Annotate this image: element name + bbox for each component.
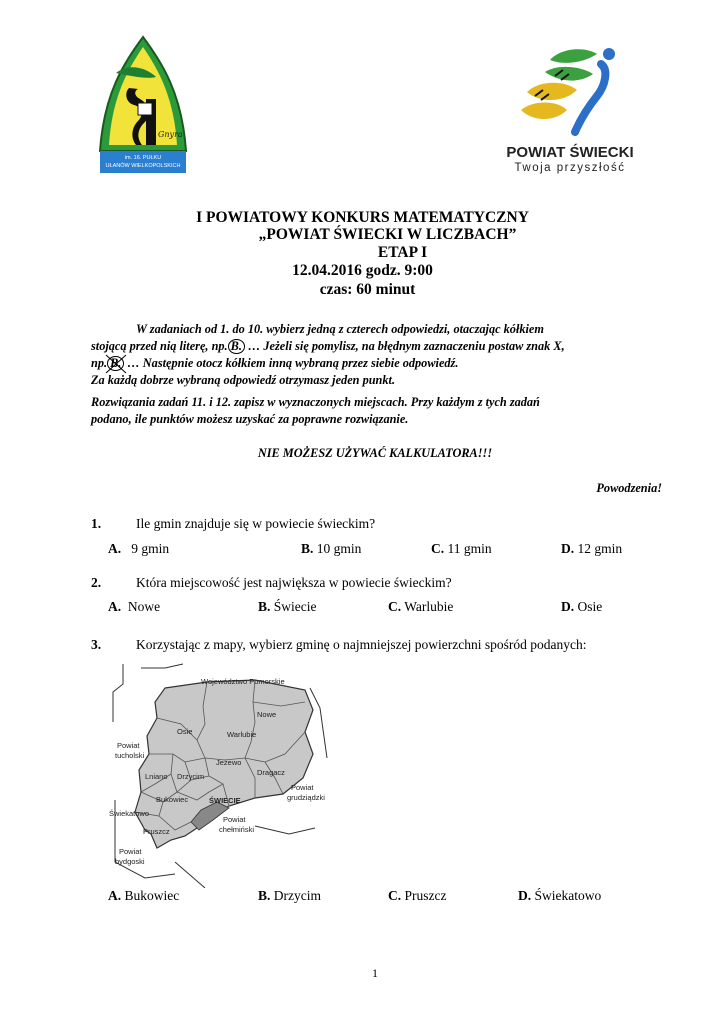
question-3-number: 3.: [91, 637, 102, 652]
map-label-nowe: Nowe: [257, 710, 277, 719]
question-1-number: 1.: [91, 516, 102, 531]
logo-right-name: POWIAT ŚWIECKI: [506, 144, 634, 161]
instruction-line-1: W zadaniach od 1. do 10. wybierz jedną z czterech odpowiedzi, otaczając kółkiem: [136, 322, 544, 336]
page-number: 1: [372, 966, 378, 980]
map-label-jezewo: Jeżewo: [216, 758, 242, 767]
question-1-text: Ile gmin znajduje się w powiecie świeckim?: [136, 516, 376, 531]
question-3-option-c[interactable]: C. Pruszcz: [388, 888, 447, 903]
question-2-text: Która miejscowość jest największa w powiecie świeckim?: [136, 575, 452, 590]
instruction-line-6: podano, ile punktów możesz uzyskać za poprawne rozwiązanie.: [91, 412, 409, 426]
map-label-pomorskie: Województwo Pomorskie: [201, 677, 285, 686]
map-label-warlubie: Warlubie: [227, 730, 257, 739]
example-crossed-letter: [107, 356, 124, 371]
question-1-option-d[interactable]: D. 12 gmin: [561, 541, 623, 556]
header-line-1: I POWIATOWY KONKURS MATEMATYCZNY: [196, 209, 529, 226]
header-line-2: „POWIAT ŚWIECKI W LICZBACH”: [258, 226, 517, 243]
instruction-line-4: Za każdą dobrze wybraną odpowiedź otrzymasz jeden punkt.: [91, 373, 396, 387]
instruction-line-2c: … Jeżeli się pomylisz, na błędnym zaznaczeniu postaw znak X,: [244, 339, 565, 353]
map-label-drzycim: Drzycim: [177, 772, 205, 781]
instruction-line-2: [91, 338, 565, 355]
header-line-4: 12.04.2016 godz. 9:00: [292, 262, 433, 279]
map-label-tucholski-2: tucholski: [115, 751, 145, 760]
header-line-5: czas: 60 minut: [319, 281, 416, 298]
question-2-option-b[interactable]: B. Świecie: [258, 599, 317, 614]
question-3-option-d[interactable]: D. Świekatowo: [518, 888, 602, 903]
question-1-option-b[interactable]: B. 10 gmin: [301, 541, 362, 556]
header-line-3: ETAP I: [377, 244, 428, 261]
map-label-dragacz: Dragacz: [257, 768, 285, 777]
map-label-lniano: Lniano: [145, 772, 168, 781]
logo-left-signature: Gnyra: [158, 130, 183, 139]
cross-mark-icon: [105, 354, 127, 374]
calculator-warning: NIE MOŻESZ UŻYWAĆ KALKULATORA!!!: [257, 446, 493, 460]
map-label-pruszcz: Pruszcz: [143, 827, 170, 836]
map-label-chelminski-2: chełmiński: [219, 825, 255, 834]
map-label-bydgoski-2: bydgoski: [115, 857, 145, 866]
good-luck: Powodzenia!: [596, 481, 662, 495]
logo-left: [94, 33, 192, 178]
question-2-option-a[interactable]: A. Nowe: [108, 599, 161, 614]
question-3-text: Korzystając z mapy, wybierz gminę o najmniejszej powierzchni spośród podanych:: [136, 637, 587, 652]
question-2-option-d[interactable]: D. Osie: [561, 599, 603, 614]
map-label-osie: Osie: [177, 727, 193, 736]
question-2-option-c[interactable]: C. Warlubie: [388, 599, 454, 614]
map-label-bukowiec: Bukowiec: [156, 795, 189, 804]
question-2-number: 2.: [91, 575, 102, 590]
logo-right: [505, 40, 635, 182]
example-crossed-letter-text: B.: [110, 356, 122, 370]
logo-right-tagline: Twoja przyszłość: [514, 162, 626, 174]
instruction-line-5: Rozwiązania zadań 11. i 12. zapisz w wyznaczonych miejscach. Przy każdym z tych zadań: [91, 395, 540, 409]
question-1-option-c[interactable]: C. 11 gmin: [431, 541, 492, 556]
logo-left-text-2: UŁANÓW WIELKOPOLSKICH: [105, 163, 181, 169]
question-3-option-b[interactable]: B. Drzycim: [258, 888, 321, 903]
logo-left-text-1: im. 16. PUŁKU: [124, 155, 162, 161]
map-label-chelminski-1: Powiat: [223, 815, 246, 824]
map-label-swiekatowo: Świekatowo: [109, 809, 150, 818]
map-label-bydgoski-1: Powiat: [119, 847, 142, 856]
question-3-option-a[interactable]: A. Bukowiec: [108, 888, 180, 903]
instruction-line-3a: np.: [91, 356, 108, 370]
example-circled-letter: B.: [228, 339, 245, 354]
instruction-line-3c: … Następnie otocz kółkiem inną wybraną przez siebie odpowiedź.: [124, 356, 459, 370]
county-map: [105, 662, 330, 888]
map-label-swiecie: ŚWIECIE: [209, 796, 241, 805]
map-label-grudziadzki-2: grudziądzki: [287, 793, 325, 802]
map-label-grudziadzki-1: Powiat: [291, 783, 314, 792]
instruction-line-2a: stojącą przed nią literę, np.: [91, 339, 228, 353]
map-label-tucholski-1: Powiat: [117, 741, 140, 750]
question-1-option-a[interactable]: A. 9 gmin: [108, 541, 170, 556]
instruction-line-3: [91, 355, 458, 372]
logo-right-emblem: [505, 40, 635, 140]
